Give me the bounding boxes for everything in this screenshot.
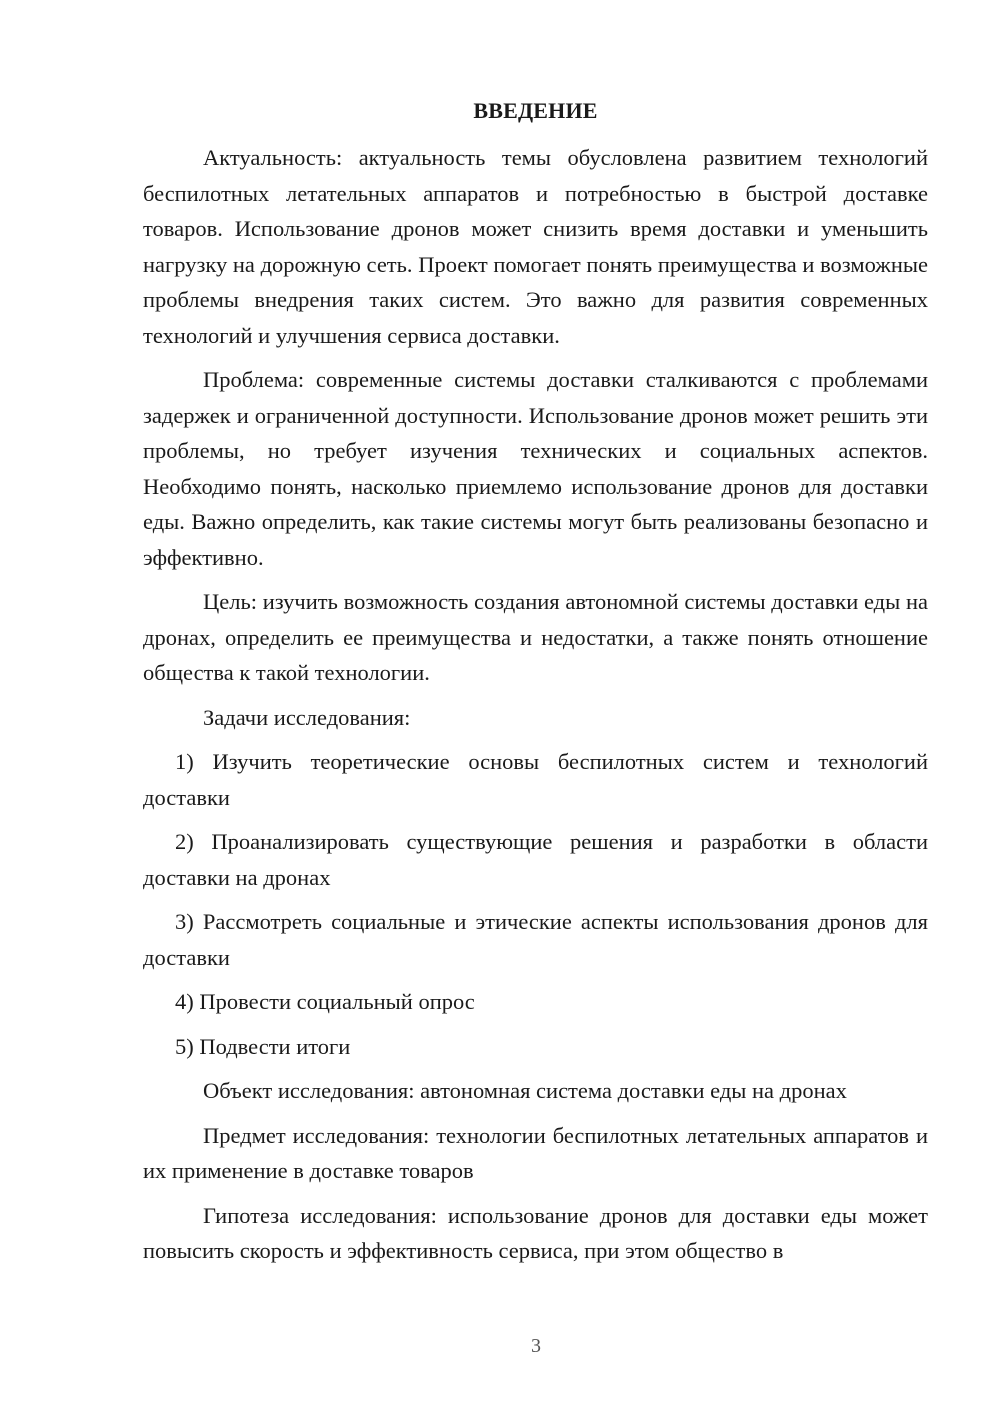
subject-paragraph: Предмет исследования: технологии беспилотных летательных аппаратов и их применение в доставке товаров <box>143 1122 928 1183</box>
object-paragraph: Объект исследования: автономная система доставки еды на дронах <box>203 1078 847 1103</box>
task-item: 2) Проанализировать существующие решения и разработки в области доставки на дронах <box>143 829 928 890</box>
goal-paragraph: Цель: изучить возможность создания автономной системы доставки еды на дронах, определить ее преимущества и недостатки, а также понять отношение общества к такой технологии. <box>143 589 928 685</box>
section-title: ВВЕДЕНИЕ <box>473 98 598 123</box>
hypothesis-paragraph: Гипотеза исследования: использование дронов для доставки еды может повысить скорость и эффективность сервиса, при этом общество в <box>143 1202 928 1263</box>
relevance-paragraph: Актуальность: актуальность темы обусловлена развитием технологий беспилотных летательных аппаратов и потребностью в быстрой доставке товаров. Использование дронов может снизить время доставки и уменьшить нагрузку на дорожную сеть. Проект помогает понять преимущества и возможные проблемы внедрения таких систем. Это важно для развития современных технологий и улучшения сервиса доставки. <box>143 145 928 348</box>
tasks-list <box>143 744 928 1064</box>
problem-paragraph: Проблема: современные системы доставки сталкиваются с проблемами задержек и ограниченной доступности. Использование дронов может решить эти проблемы, но требует изучения технических и социальных аспектов. Необходимо понять, насколько приемлемо использование дронов для доставки еды. Важно определить, как такие системы могут быть реализованы безопасно и эффективно. <box>143 367 928 570</box>
task-item: 4) Провести социальный опрос <box>175 989 475 1014</box>
task-item: 5) Подвести итоги <box>175 1033 351 1059</box>
page-content <box>143 96 928 1269</box>
task-item: 3) Рассмотреть социальные и этические аспекты использования дронов для доставки <box>143 909 928 970</box>
page-number: 3 <box>531 1335 541 1357</box>
tasks-heading: Задачи исследования: <box>203 704 411 730</box>
task-item: 1) Изучить теоретические основы беспилотных систем и технологий доставки <box>143 749 928 810</box>
